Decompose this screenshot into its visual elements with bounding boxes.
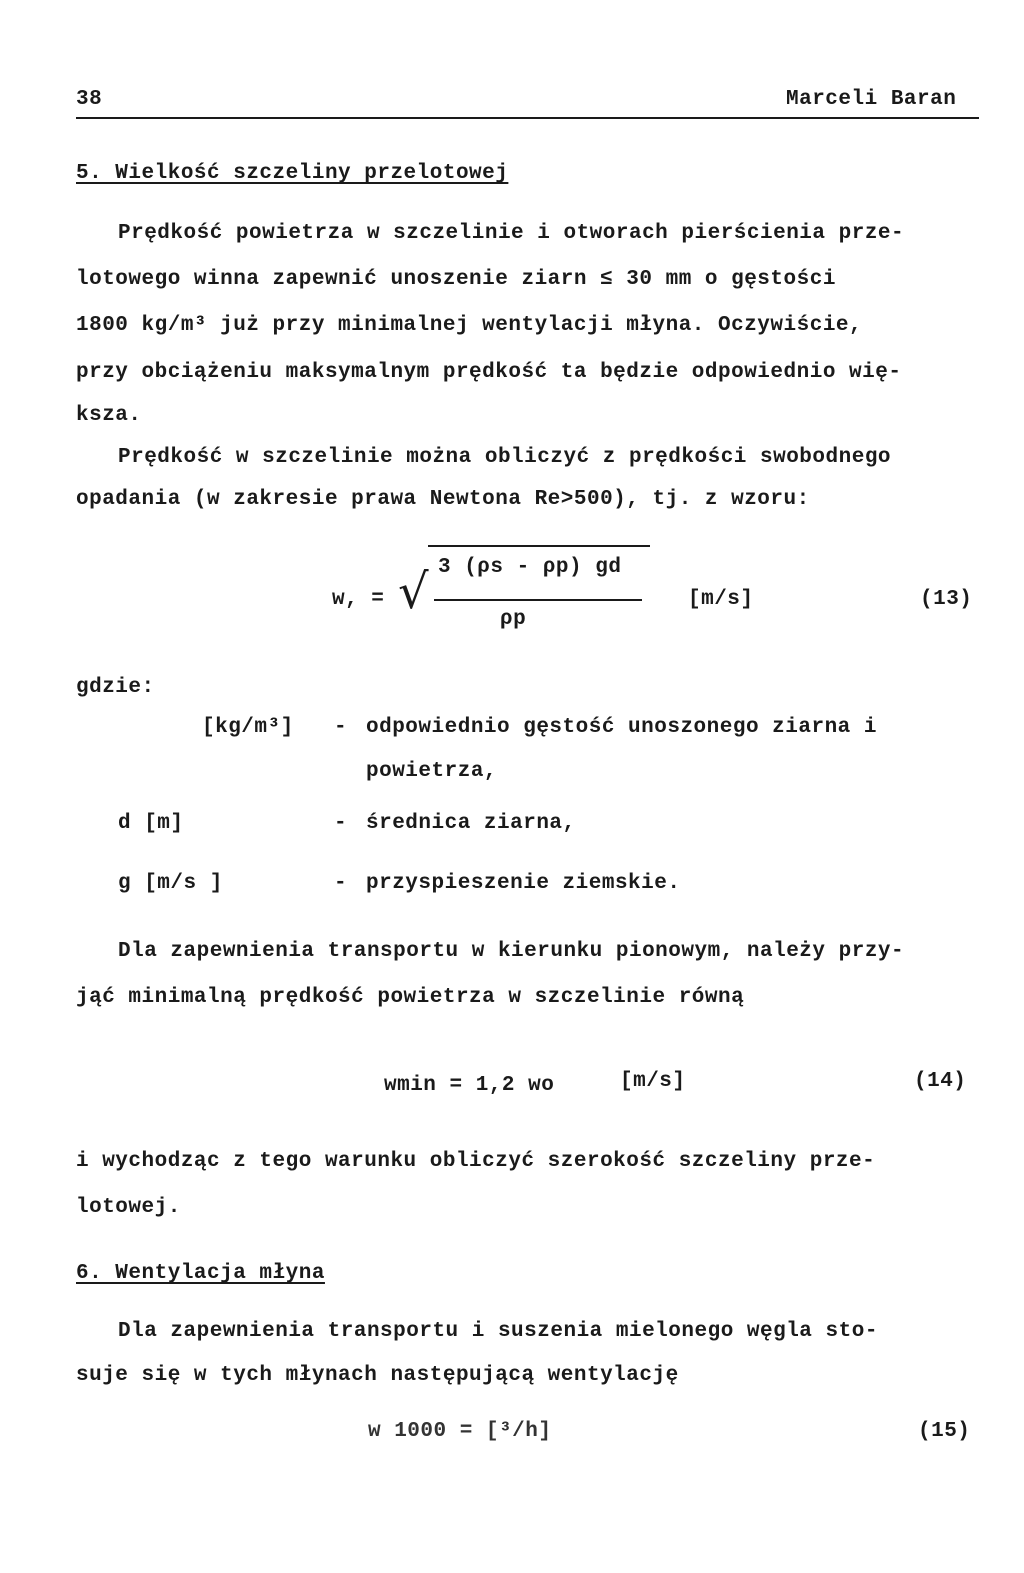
- formula-13-unit: [m/s]: [688, 588, 754, 611]
- definition-dash: -: [334, 812, 348, 835]
- definition-symbol: g [m/s ]: [118, 872, 223, 895]
- paragraph-line: opadania (w zakresie prawa Newtona Re>500), tj. z wzoru:: [76, 488, 810, 511]
- paragraph-line: Prędkość powietrza w szczelinie i otworach pierścienia prze-: [118, 222, 905, 245]
- paragraph-line: Dla zapewnienia transportu i suszenia mielonego węgla sto-: [118, 1320, 878, 1343]
- sqrt-overline: [428, 545, 650, 547]
- definition-text: przyspieszenie ziemskie.: [366, 872, 681, 895]
- header-rule: [76, 117, 979, 119]
- definition-dash: -: [334, 716, 348, 739]
- paragraph-line: przy obciążeniu maksymalnym prędkość ta będzie odpowiednio wię-: [76, 361, 902, 384]
- formula-13-denominator: ρp: [500, 608, 527, 631]
- formula-14-unit: [m/s]: [620, 1070, 686, 1093]
- definition-text: odpowiednio gęstość unoszonego ziarna i: [366, 716, 877, 739]
- paragraph-line: Dla zapewnienia transportu w kierunku pionowym, należy przy-: [118, 940, 905, 963]
- page-number: 38: [76, 88, 103, 111]
- paragraph-line: 1800 kg/m³ już przy minimalnej wentylacji młyna. Oczywiście,: [76, 314, 863, 337]
- paragraph-line: lotowego winna zapewnić unoszenie ziarn ≤ 30 mm o gęstości: [76, 268, 836, 291]
- sqrt-sign: √: [398, 564, 429, 620]
- paragraph-line: suje się w tych młynach następującą wentylację: [76, 1364, 679, 1387]
- paragraph-line: jąć minimalną prędkość powietrza w szczelinie równą: [76, 986, 745, 1009]
- formula-13-lhs: w, =: [332, 588, 385, 611]
- paragraph-line: Prędkość w szczelinie można obliczyć z prędkości swobodnego: [118, 446, 892, 469]
- where-label: gdzie:: [76, 676, 155, 699]
- paragraph-line: lotowej.: [76, 1196, 181, 1219]
- section-6-heading-text: 6. Wentylacja młyna: [76, 1262, 325, 1285]
- paragraph-line: ksza.: [76, 404, 142, 427]
- formula-15-number: (15): [918, 1420, 971, 1443]
- author-name: Marceli Baran: [786, 88, 957, 111]
- definition-dash: -: [334, 872, 348, 895]
- section-5-heading-text: 5. Wielkość szczeliny przelotowej: [76, 162, 509, 185]
- paragraph-line: i wychodząc z tego warunku obliczyć szerokość szczeliny prze-: [76, 1150, 876, 1173]
- definition-symbol: [kg/m³]: [202, 716, 294, 739]
- section-5-heading: [76, 162, 508, 185]
- formula-14-expr: wmin = 1,2 wo: [384, 1074, 555, 1097]
- formula-15-expr: w 1000 = [³/h]: [368, 1420, 552, 1443]
- definition-symbol: d [m]: [118, 812, 184, 835]
- formula-14-number: (14): [914, 1070, 967, 1093]
- definition-text-cont: powietrza,: [366, 760, 498, 783]
- definition-text: średnica ziarna,: [366, 812, 576, 835]
- formula-13-numerator: 3 (ρs - ρp) gd: [438, 556, 622, 579]
- formula-13-number: (13): [920, 588, 973, 611]
- section-6-heading: [76, 1262, 325, 1285]
- fraction-bar: [434, 599, 642, 601]
